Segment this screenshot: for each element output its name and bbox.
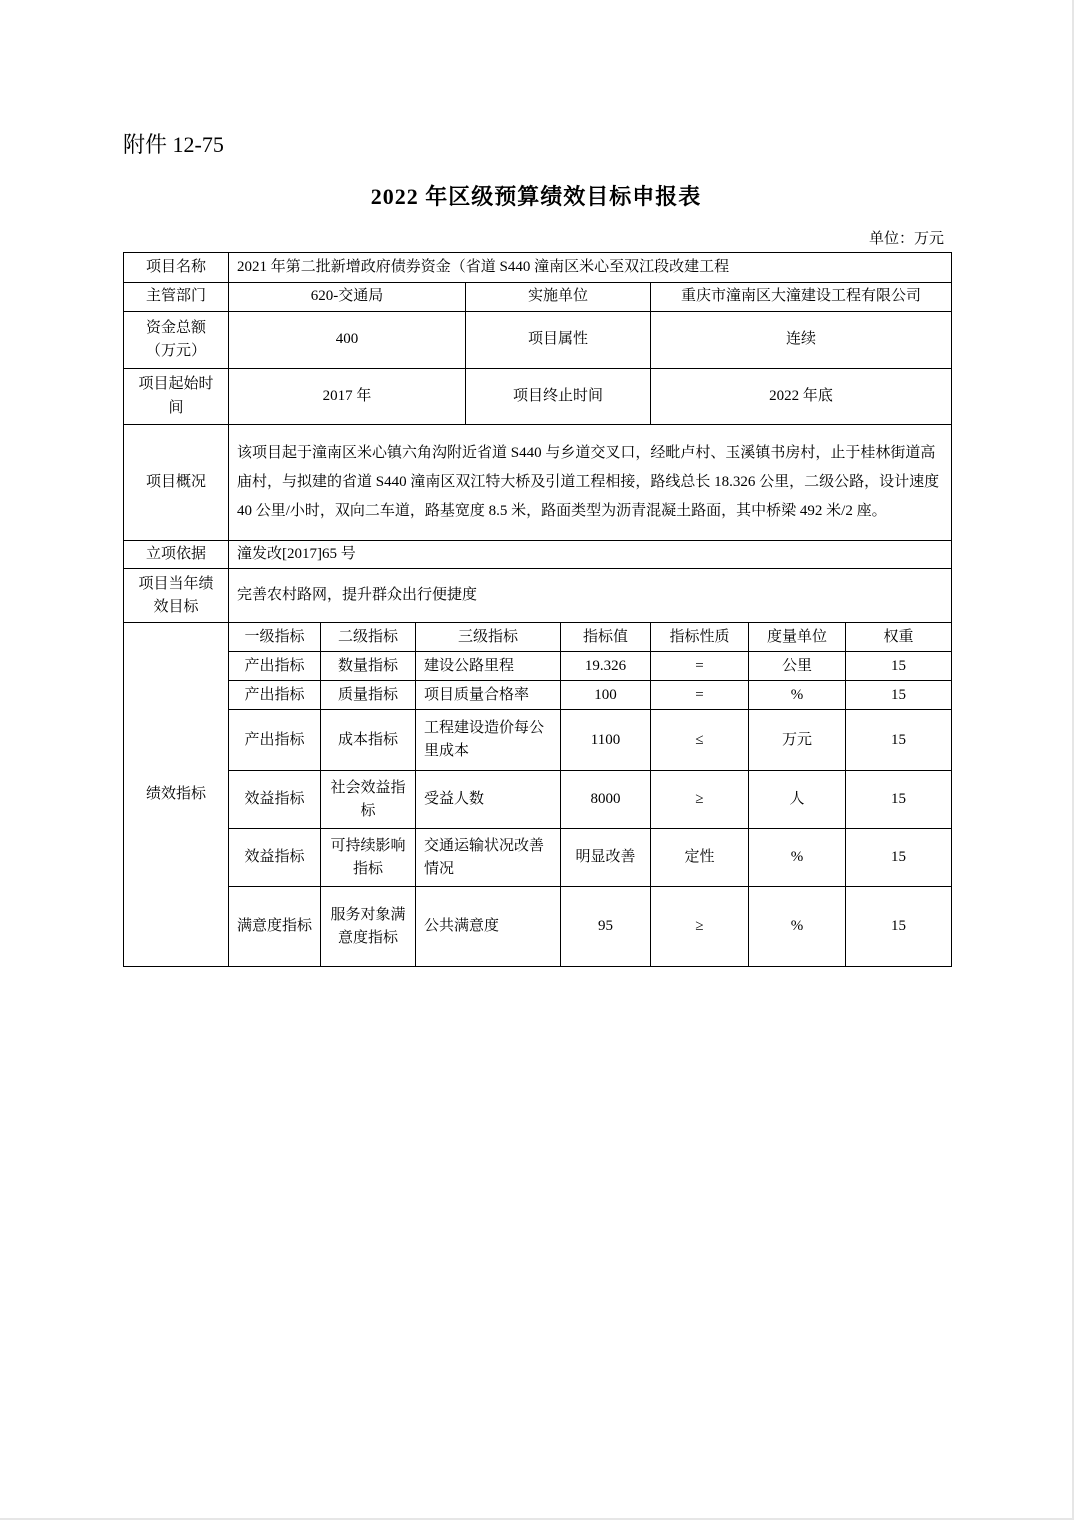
indicator-header-level1: 一级指标: [229, 623, 321, 652]
unit-note: 单位：万元: [868, 231, 944, 247]
indicator-nature: ≥: [651, 887, 749, 967]
indicator-value: 100: [561, 681, 651, 710]
indicator-unit: %: [749, 829, 846, 887]
indicator-value: 1100: [561, 710, 651, 771]
approval-basis-label: 立项依据: [124, 541, 229, 569]
indicator-level2: 社会效益指标: [321, 771, 416, 829]
project-attribute-value: 连续: [651, 312, 952, 369]
start-time-label: 项目起始时间: [124, 369, 229, 425]
indicator-row: [124, 710, 952, 771]
indicator-header-level3: 三级指标: [416, 623, 561, 652]
indicator-row: [124, 829, 952, 887]
indicator-header-weight: 权重: [846, 623, 952, 652]
project-attribute-label: 项目属性: [466, 312, 651, 369]
indicator-header-nature: 指标性质: [651, 623, 749, 652]
annual-goal-value: 完善农村路网，提升群众出行便捷度: [229, 569, 952, 623]
project-name-label: 项目名称: [124, 253, 229, 283]
indicator-level2: 成本指标: [321, 710, 416, 771]
table-row: [124, 541, 952, 569]
indicator-level2: 可持续影响指标: [321, 829, 416, 887]
indicator-header-value: 指标值: [561, 623, 651, 652]
indicator-row: [124, 771, 952, 829]
indicator-row: [124, 652, 952, 681]
page-title: 2022 年区级预算绩效目标申报表: [370, 184, 702, 209]
indicator-unit: 公里: [749, 652, 846, 681]
indicator-level3: 受益人数: [416, 771, 561, 829]
indicator-nature: ≤: [651, 710, 749, 771]
indicator-level1: 满意度指标: [229, 887, 321, 967]
performance-target-form: [123, 252, 952, 967]
indicator-value: 95: [561, 887, 651, 967]
indicator-weight: 15: [846, 771, 952, 829]
indicator-header-unit: 度量单位: [749, 623, 846, 652]
table-row: [124, 283, 952, 312]
indicator-nature: ≥: [651, 771, 749, 829]
indicator-level2: 数量指标: [321, 652, 416, 681]
indicator-level1: 产出指标: [229, 652, 321, 681]
indicator-unit: 万元: [749, 710, 846, 771]
funding-total-label: 资金总额（万元）: [124, 312, 229, 369]
indicator-level1: 效益指标: [229, 771, 321, 829]
indicator-level2: 质量指标: [321, 681, 416, 710]
indicator-value: 19.326: [561, 652, 651, 681]
implementing-unit-value: 重庆市潼南区大潼建设工程有限公司: [651, 283, 952, 312]
table-row: [124, 253, 952, 283]
indicator-unit: %: [749, 681, 846, 710]
indicator-nature: =: [651, 652, 749, 681]
department-value: 620-交通局: [229, 283, 466, 312]
end-time-value: 2022 年底: [651, 369, 952, 425]
indicator-row: [124, 681, 952, 710]
indicator-header-level2: 二级指标: [321, 623, 416, 652]
start-time-value: 2017 年: [229, 369, 466, 425]
project-overview-value: 该项目起于潼南区米心镇六角沟附近省道 S440 与乡道交叉口，经毗卢村、玉溪镇书房村，止于桂林街道高庙村，与拟建的省道 S440 潼南区双江特大桥及引道工程相接，路线总长 18.326 公里，二级公路，设计速度 40 公里/小时，双向二车道，路基宽度 8.5 米，路面类型为沥青混凝土路面，其中桥梁 492 米/2 座。: [229, 425, 952, 541]
indicator-level1: 产出指标: [229, 681, 321, 710]
indicator-row: [124, 887, 952, 967]
indicator-level2: 服务对象满意度指标: [321, 887, 416, 967]
attachment-label: 附件 12-75: [123, 132, 224, 157]
department-label: 主管部门: [124, 283, 229, 312]
indicator-value: 8000: [561, 771, 651, 829]
indicator-weight: 15: [846, 652, 952, 681]
indicator-level3: 建设公路里程: [416, 652, 561, 681]
indicator-nature: 定性: [651, 829, 749, 887]
indicator-level3: 工程建设造价每公里成本: [416, 710, 561, 771]
indicator-level1: 产出指标: [229, 710, 321, 771]
indicator-level3: 公共满意度: [416, 887, 561, 967]
approval-basis-value: 潼发改[2017]65 号: [229, 541, 952, 569]
indicator-weight: 15: [846, 681, 952, 710]
performance-indicator-label: 绩效指标: [124, 623, 229, 967]
table-row: [124, 312, 952, 369]
indicator-level1: 效益指标: [229, 829, 321, 887]
indicator-weight: 15: [846, 710, 952, 771]
project-overview-label: 项目概况: [124, 425, 229, 541]
indicator-unit: %: [749, 887, 846, 967]
indicator-unit: 人: [749, 771, 846, 829]
indicator-level3: 交通运输状况改善情况: [416, 829, 561, 887]
indicator-level3: 项目质量合格率: [416, 681, 561, 710]
implementing-unit-label: 实施单位: [466, 283, 651, 312]
project-name-value: 2021 年第二批新增政府债券资金（省道 S440 潼南区米心至双江段改建工程: [229, 253, 952, 283]
indicator-weight: 15: [846, 887, 952, 967]
indicator-header-row: [124, 623, 952, 652]
indicator-nature: =: [651, 681, 749, 710]
indicator-weight: 15: [846, 829, 952, 887]
indicator-value: 明显改善: [561, 829, 651, 887]
annual-goal-label: 项目当年绩效目标: [124, 569, 229, 623]
end-time-label: 项目终止时间: [466, 369, 651, 425]
table-row: [124, 425, 952, 541]
table-row: [124, 369, 952, 425]
table-row: [124, 569, 952, 623]
funding-total-value: 400: [229, 312, 466, 369]
